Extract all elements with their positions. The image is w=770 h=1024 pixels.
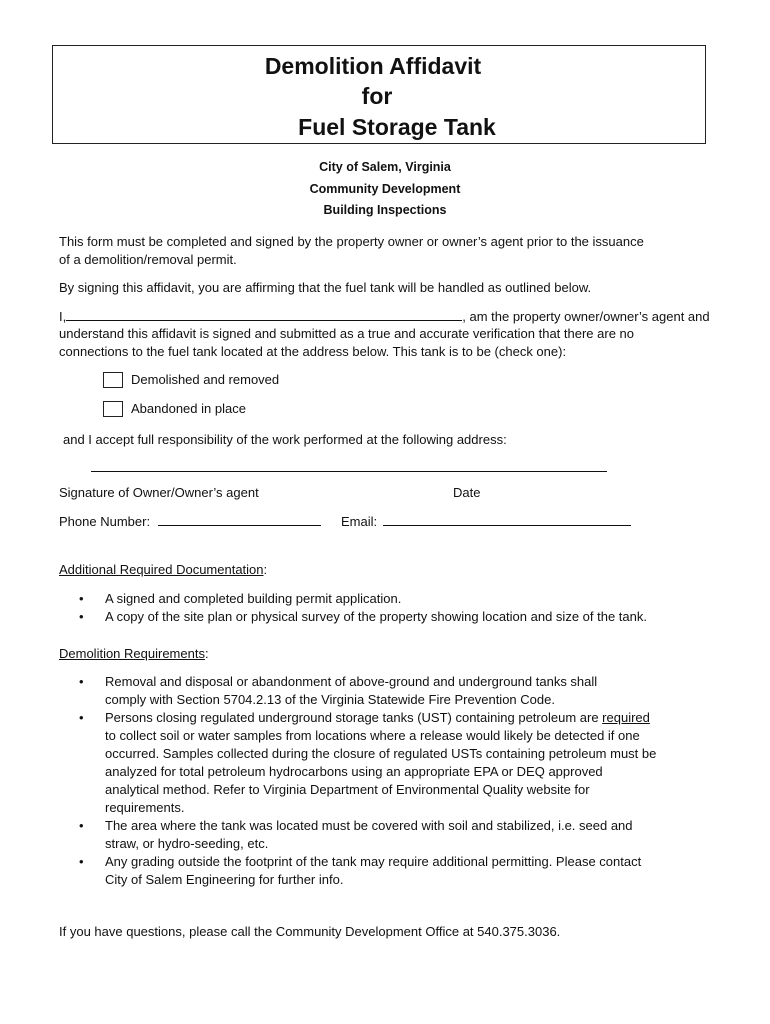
- statement-line-1-suffix: , am the property owner/owner’s agent and: [462, 309, 710, 324]
- option-abandoned-row[interactable]: [103, 400, 246, 418]
- phone-label: Phone Number:: [59, 514, 151, 529]
- footer-contact-text: If you have questions, please call the Community Development Office at 540.375.3036.: [59, 924, 561, 939]
- list-item: • Persons closing regulated underground storage tanks (UST) containing petroleum are required to collect soil or water samples from locations where a release would likely be detected if one occurred. Samples collected during the closure of regulated USTs containing petroleum must be analyzed for total petroleum hydrocarbons using an appropriate EPA or DEQ approved analytical method. Refer to Virginia Department of Environmental Quality website for requirements.: [79, 710, 657, 815]
- phone-row: [59, 512, 321, 532]
- demolition-reqs-colon: :: [204, 646, 209, 661]
- responsibility-text: and I accept full responsibility of the work performed at the following address:: [63, 432, 507, 447]
- option-demolished-row[interactable]: [103, 371, 279, 389]
- demolition-reqs-list: [59, 673, 656, 889]
- abandoned-label: Abandoned in place: [131, 401, 246, 416]
- list-item: • A signed and completed building permit application.: [79, 591, 402, 606]
- title-line-3: Fuel Storage Tank: [298, 114, 496, 140]
- list-item: • Any grading outside the footprint of the tank may require additional permitting. Please contact City of Salem Engineering for further info.: [79, 854, 642, 887]
- demolition-reqs-title: Demolition Requirements: [59, 646, 205, 661]
- owner-name-field[interactable]: [66, 307, 462, 321]
- list-item: • The area where the tank was located must be covered with soil and stabilized, i.e. seed and straw, or hydro-seeding, etc.: [79, 818, 633, 851]
- intro-text-line-1: This form must be completed and signed by the property owner or owner’s agent prior to the issuance: [59, 234, 644, 249]
- demolished-label: Demolished and removed: [131, 372, 280, 387]
- list-item: • Removal and disposal or abandonment of above-ground and underground tanks shall comply with Section 5704.2.13 of the Virginia Statewide Fire Prevention Code.: [79, 674, 598, 707]
- additional-docs-title: Additional Required Documentation: [59, 562, 264, 577]
- org-department: Community Development: [309, 182, 461, 196]
- signature-label: Signature of Owner/Owner’s agent: [59, 485, 259, 500]
- email-label: Email:: [341, 514, 378, 529]
- email-row: [341, 512, 631, 532]
- title-box: [52, 45, 706, 144]
- date-label: Date: [453, 485, 481, 500]
- affirmation-text: By signing this affidavit, you are affirming that the fuel tank will be handled as outlined below.: [59, 280, 592, 295]
- statement-line-3: connections to the fuel tank located at the address below. This tank is to be (check one):: [59, 344, 567, 359]
- statement-line-1: [59, 307, 710, 327]
- additional-docs-heading: [59, 561, 267, 580]
- email-field[interactable]: [383, 512, 631, 526]
- intro-text-line-2: of a demolition/removal permit.: [59, 252, 237, 267]
- statement-line-2: understand this affidavit is signed and submitted as a true and accurate verification that there are no: [59, 326, 634, 341]
- additional-docs-colon: :: [263, 562, 268, 577]
- demolition-reqs-heading: [59, 645, 209, 664]
- demolished-checkbox[interactable]: [103, 372, 123, 388]
- signature-line[interactable]: [91, 471, 607, 472]
- statement-prefix: I,: [59, 309, 67, 324]
- additional-docs-list: [59, 590, 647, 626]
- title-line-2: for: [361, 83, 393, 109]
- phone-field[interactable]: [158, 512, 321, 526]
- title-line-1: Demolition Affidavit: [264, 53, 482, 79]
- org-division: Building Inspections: [323, 203, 447, 217]
- abandoned-checkbox[interactable]: [103, 401, 123, 417]
- list-item: • A copy of the site plan or physical survey of the property showing location and size of the tank.: [79, 609, 647, 624]
- org-city: City of Salem, Virginia: [319, 160, 451, 174]
